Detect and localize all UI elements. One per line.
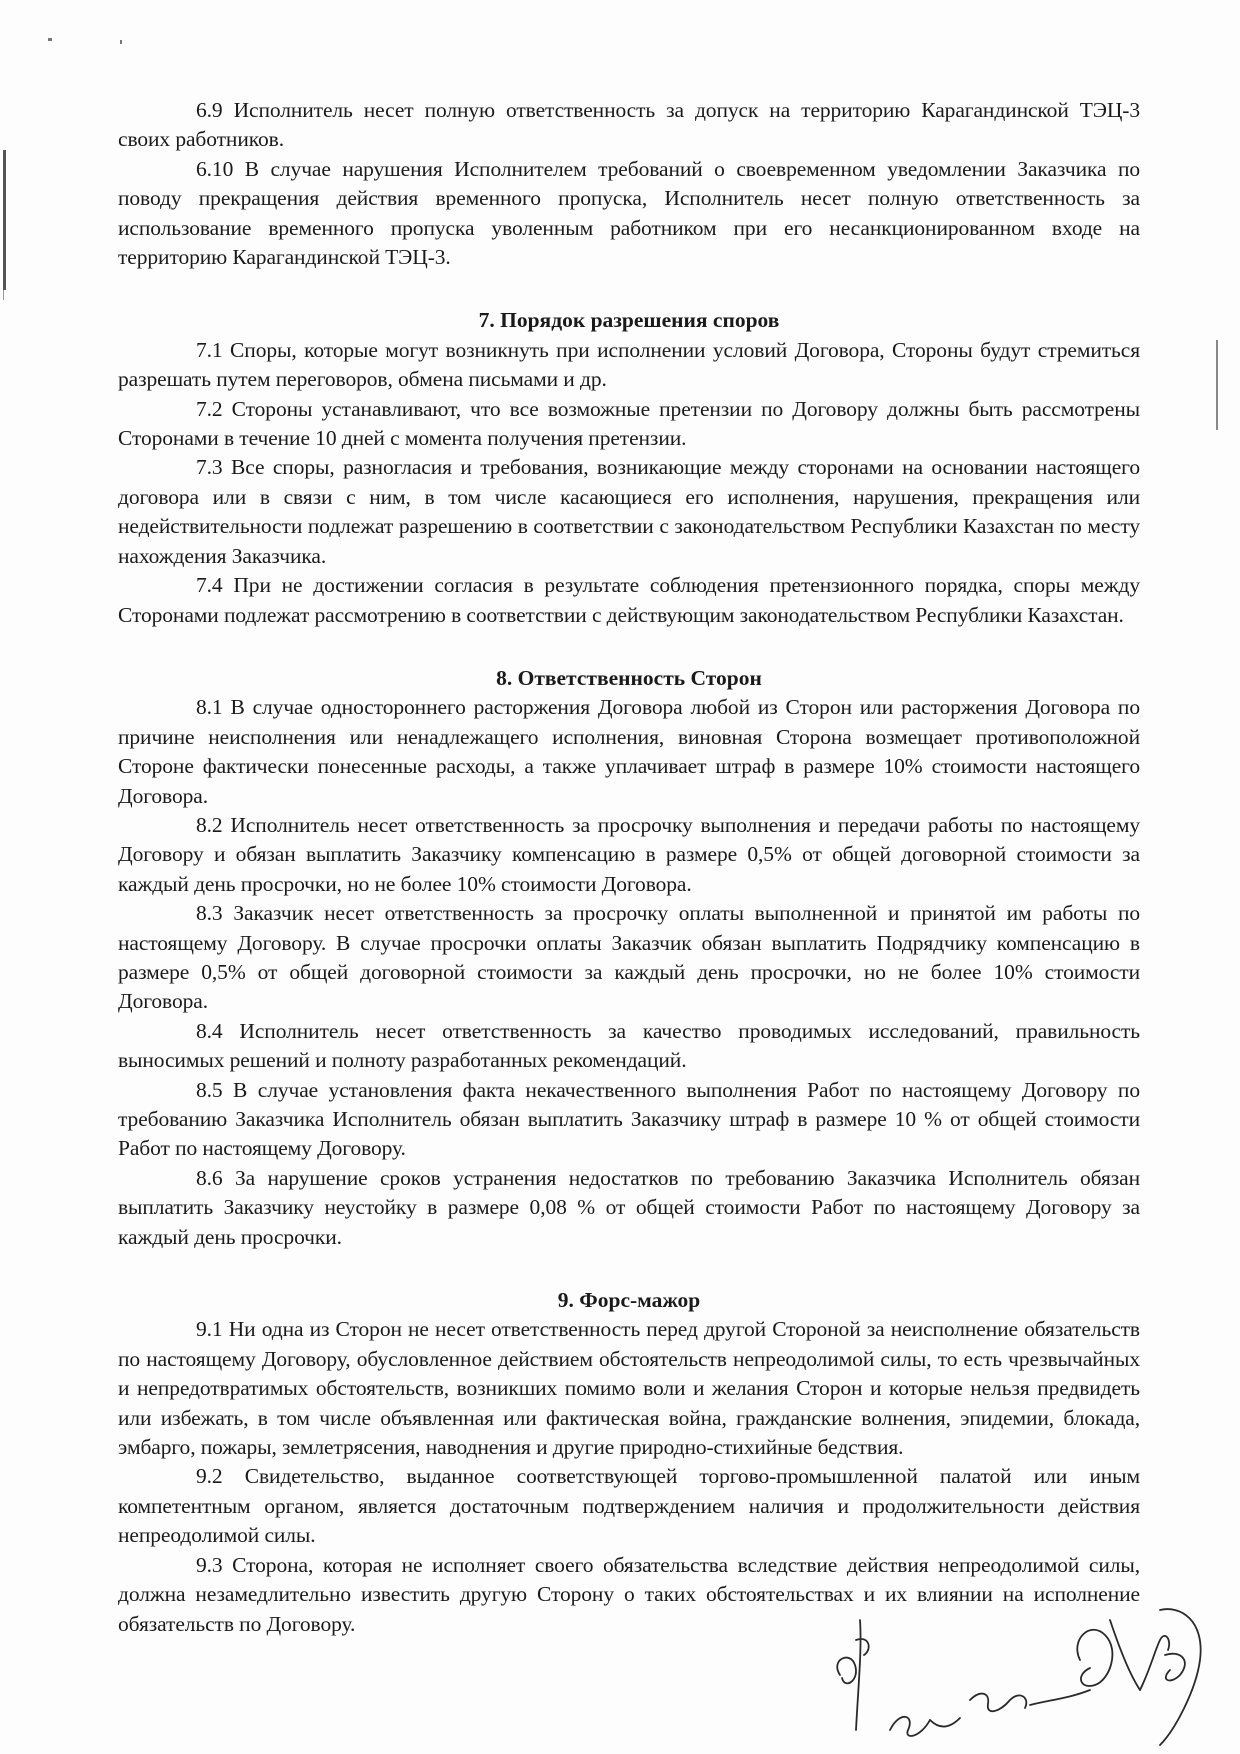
clause-7-4: 7.4 При не достижении согласия в результате соблюдения претензионного порядка, споры между Сторонами подлежат рассмотрению в соответствии с действующим законодательством Республики Казахстан. bbox=[118, 573, 1140, 627]
section-7 bbox=[118, 306, 1140, 629]
clause-8-5: 8.5 В случае установления факта некачественного выполнения Работ по настоящему Договору по требованию Заказчика Исполнитель обязан выплатить Заказчику штраф в размере 10 % от общей стоимости Работ по настоящему Договору. bbox=[118, 1077, 1140, 1161]
section-heading: 9. Форс-мажор bbox=[557, 1288, 701, 1313]
clause-8-6: 8.6 За нарушение сроков устранения недостатков по требованию Заказчика Исполнитель обязан выплатить Заказчику неустойку в размере 0,08 % от общей стоимости Работ по настоящему Договору за каждый день просрочки. bbox=[118, 1165, 1140, 1249]
clause-7-1: 7.1 Споры, которые могут возникнуть при исполнении условий Договора, Стороны будут стремиться разрешать путем переговоров, обмена письмами и др. bbox=[118, 337, 1140, 392]
clause-8-3: 8.3 Заказчик несет ответственность за просрочку оплаты выполненной и принятой им работы по настоящему Договору. В случае просрочки оплаты Заказчик обязан выплатить Подрядчику компенсацию в размере 0,5% от общей договорной стоимости за каждый день просрочки, но не более 10% стоимости Договора. bbox=[118, 901, 1140, 1014]
handwritten-signature bbox=[820, 1580, 1220, 1750]
clause-6-10: 6.10 В случае нарушения Исполнителем требований о своевременном уведомлении Заказчика по поводу прекращения действия временного пропуска, Исполнитель несет полную ответственность за использование временного пропуска уволенным работником при его несанкционированном входе на территорию Карагандинской ТЭЦ-3. bbox=[118, 156, 1140, 270]
scan-artifact bbox=[3, 290, 4, 300]
scan-artifact bbox=[48, 38, 52, 41]
scan-artifact bbox=[3, 150, 6, 290]
clause-9-3: 9.3 Сторона, которая не исполняет своего обязательства вследствие действия непреодолимой силы, должна незамедлительно известить другую Сторону о таких обстоятельствах и их влиянии на исполнение обязательств по Договору. bbox=[118, 1552, 1140, 1636]
clause-9-2: 9.2 Свидетельство, выданное соответствующей торгово-промышленной палатой или иным компетентным органом, является достаточным подтверждением наличия и продолжительности действия непреодолимой силы. bbox=[118, 1464, 1140, 1548]
document-body bbox=[118, 96, 1140, 1639]
clause-7-3: 7.3 Все споры, разногласия и требования, возникающие между сторонами на основании настоящего договора или в связи с ним, в том числе касающиеся его исполнения, нарушения, прекращения или недействительности подлежат разрешению в соответствии с законодательством Республики Казахстан по месту нахождения Заказчика. bbox=[118, 455, 1140, 568]
clause-7-2: 7.2 Стороны устанавливают, что все возможные претензии по Договору должны быть рассмотрены Сторонами в течение 10 дней с момента получения претензии. bbox=[118, 396, 1140, 451]
scan-artifact bbox=[120, 40, 122, 44]
clause-8-1: 8.1 В случае одностороннего расторжения Договора любой из Сторон или расторжения Договора по причине неисполнения или ненадлежащего исполнения, виновная Сторона возмещает противоположной Стороне фактически понесенные расходы, а также уплачивает штраф в размере 10% стоимости настоящего Договора. bbox=[118, 695, 1140, 808]
section-6-continuation bbox=[118, 96, 1140, 272]
section-heading: 7. Порядок разрешения споров bbox=[478, 308, 780, 333]
section-heading: 8. Ответственность Сторон bbox=[496, 665, 762, 690]
section-8 bbox=[118, 664, 1140, 1252]
clause-8-4: 8.4 Исполнитель несет ответственность за качество проводимых исследований, правильность выносимых решений и полноту разработанных рекомендаций. bbox=[118, 1018, 1140, 1073]
clause-6-9: 6.9 Исполнитель несет полную ответственность за допуск на территорию Карагандинской ТЭЦ-3 своих работников. bbox=[118, 98, 1140, 152]
clause-9-1: 9.1 Ни одна из Сторон не несет ответственность перед другой Стороной за неисполнение обязательств по настоящему Договору, обусловленное действием обстоятельств непреодолимой силы, то есть чрезвычайных и непредотвратимых обстоятельств, возникших помимо воли и желания Сторон и которые нельзя предвидеть или избежать, в том числе объявленная или фактическая война, гражданские волнения, эпидемии, блокада, эмбарго, пожары, землетрясения, наводнения и другие природно-стихийные бедствия. bbox=[118, 1317, 1140, 1460]
clause-8-2: 8.2 Исполнитель несет ответственность за просрочку выполнения и передачи работы по настоящему Договору и обязан выплатить Заказчику компенсацию в размере 0,5% от общей договорной стоимости за каждый день просрочки, но не более 10% стоимости Договора. bbox=[118, 812, 1140, 896]
scan-artifact bbox=[1216, 340, 1218, 430]
